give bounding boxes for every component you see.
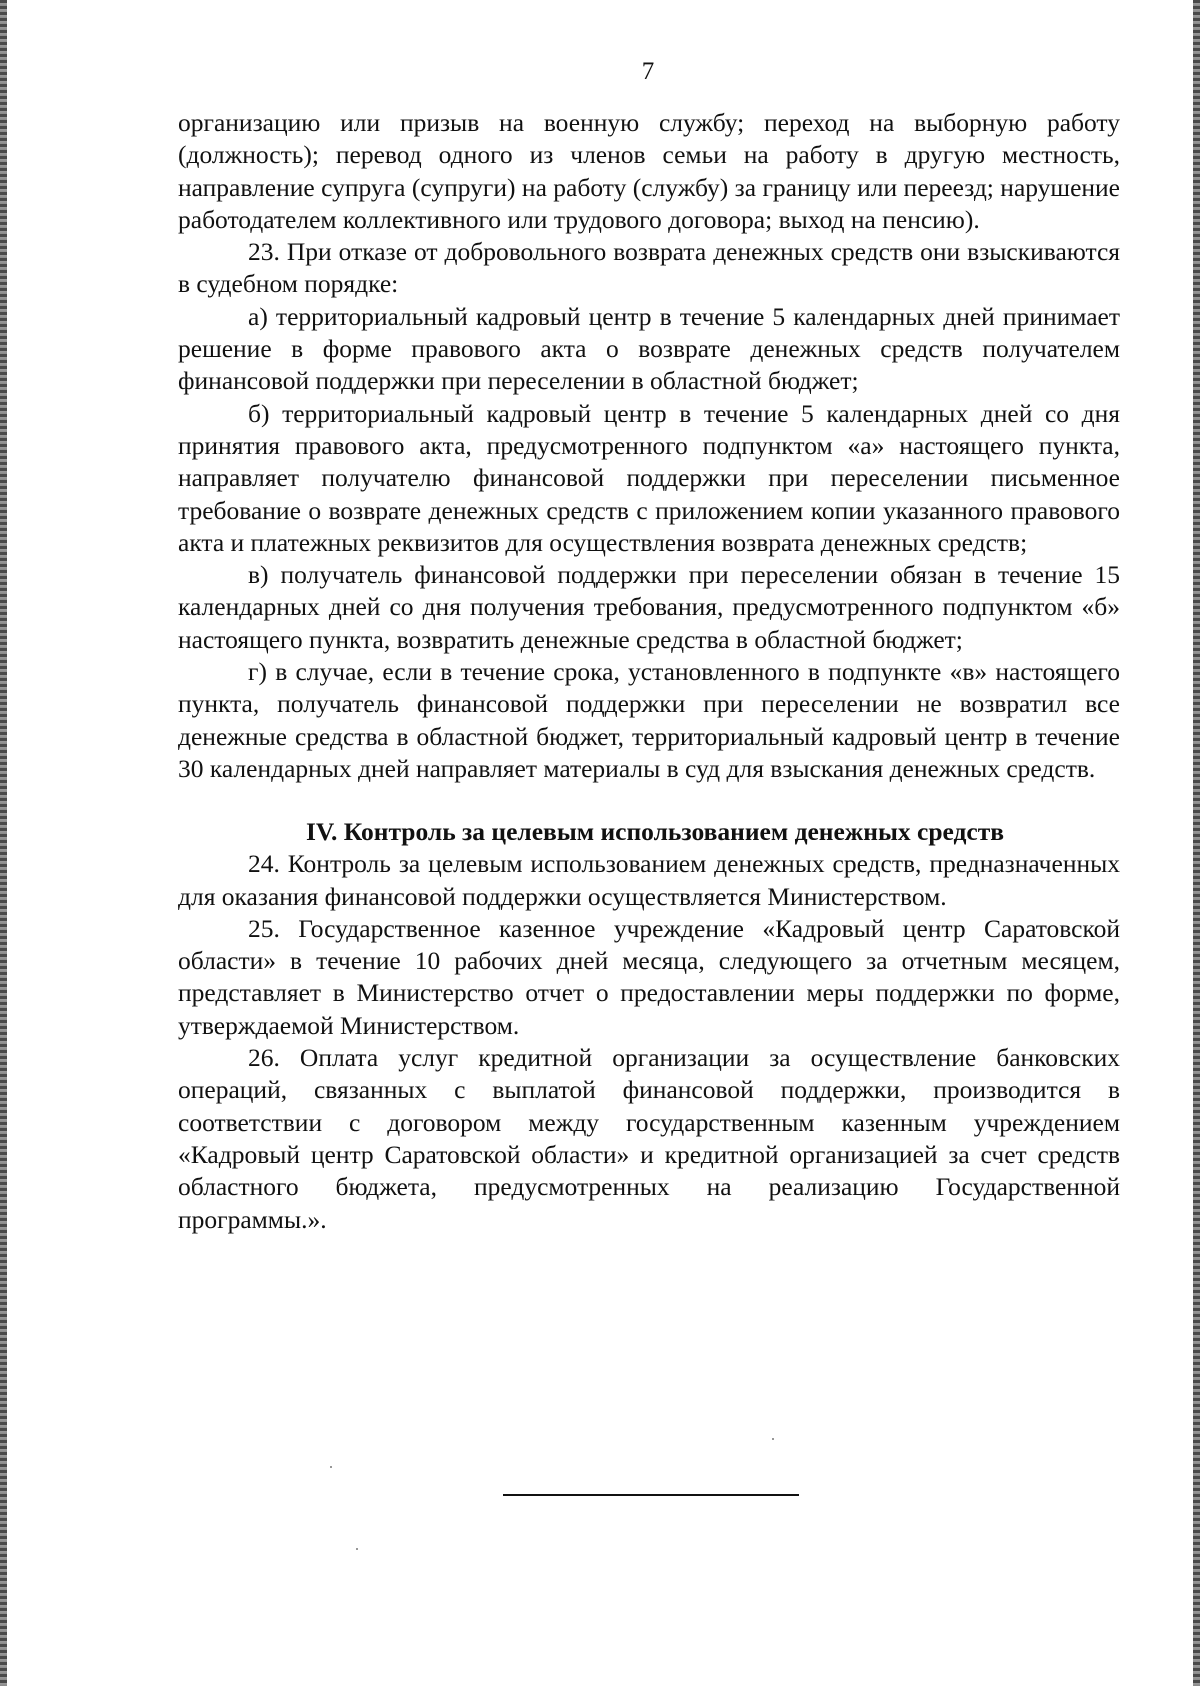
scan-speck [772,1438,774,1440]
document-body [178,107,1120,1236]
paragraph-item-26: 26. Оплата услуг кредитной организации за осуществление банковских операций, связанных с выплатой финансовой поддержки, производится в соответствии с договором между государственным казенным учреждением «Кадровый центр Саратовской области» и кредитной организацией за счет средств областного бюджета, предусмотренных на реализацию Государственной программы.». [178,1043,1120,1234]
paragraph-item-23: 23. При отказе от добровольного возврата денежных средств они взыскиваются в судебном порядке: [178,237,1120,299]
end-of-document-rule [503,1494,799,1496]
section-heading: IV. Контроль за целевым использованием денежных средств [305,817,1005,847]
paragraph-subitem-g: г) в случае, если в течение срока, установленного в подпункте «в» настоящего пункта, получатель финансовой поддержки при переселении не возвратил все денежные средства в областной бюджет, территориальный кадровый центр в течение 30 календарных дней направляет материалы в суд для взыскания денежных средств. [178,657,1120,783]
scan-edge-right [1193,0,1200,1686]
scan-speck [330,1466,332,1468]
scan-speck [356,1548,358,1550]
paragraph-continuation: организацию или призыв на военную службу; переход на выборную работу (должность); перевод одного из членов семьи на работу в другую местность, направление супруга (супруги) на работу (службу) за границу или переезд; нарушение работодателем коллективного или трудового договора; выход на пенсию). [178,108,1120,234]
scan-edge-left [0,0,7,1686]
paragraph-item-24: 24. Контроль за целевым использованием денежных средств, предназначенных для оказания финансовой поддержки осуществляется Министерством. [178,849,1120,911]
paragraph-subitem-v: в) получатель финансовой поддержки при переселении обязан в течение 15 календарных дней со дня получения требования, предусмотренного подпунктом «б» настоящего пункта, возвратить денежные средства в областной бюджет; [178,560,1120,654]
paragraph-item-25: 25. Государственное казенное учреждение «Кадровый центр Саратовской области» в течение 10 рабочих дней месяца, следующего за отчетным месяцем, представляет в Министерство отчет о предоставлении меры поддержки по форме, утверждаемой Министерством. [178,913,1120,1040]
paragraph-subitem-b: б) территориальный кадровый центр в течение 5 календарных дней со дня принятия правового акта, предусмотренного подпунктом «а» настоящего пункта, направляет получателю финансовой поддержки при переселении письменное требование о возврате денежных средств с приложением копии указанного правового акта и платежных реквизитов для осуществления возврата денежных средств; [178,398,1120,557]
paragraph-subitem-a: а) территориальный кадровый центр в течение 5 календарных дней принимает решение в форме правового акта о возврате денежных средств получателем финансовой поддержки при переселении в областной бюджет; [178,301,1120,396]
page-number: 7 [641,58,655,85]
